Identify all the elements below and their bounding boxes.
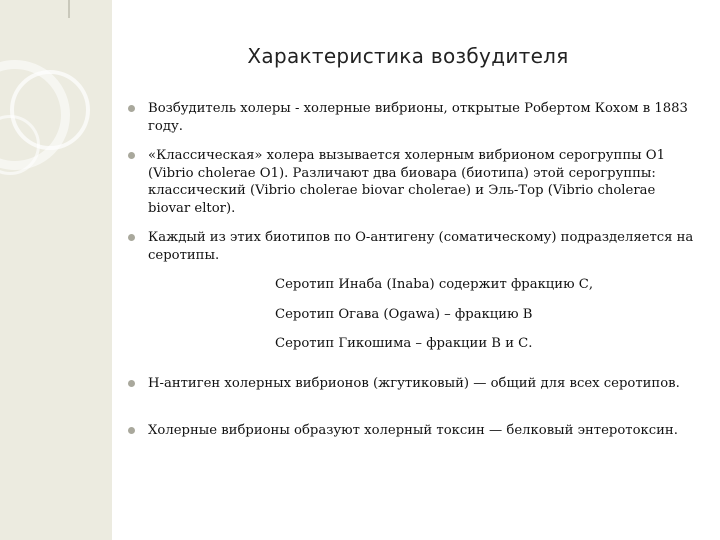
bullet-item: Холерные вибрионы образуют холерный токсин — белковый энтеротоксин.	[128, 422, 696, 440]
slide-content	[128, 100, 696, 440]
decorative-sidebar	[0, 0, 112, 540]
serotype-item: Серотип Гикошима – фракции В и С.	[275, 336, 533, 351]
bullet-item: H-антиген холерных вибрионов (жгутиковый) — общий для всех серотипов.	[128, 375, 696, 393]
bullet-item: Возбудитель холеры - холерные вибрионы, открытые Робертом Кохом в 1883 году.	[128, 100, 696, 135]
slide-title: Характеристика возбудителя	[247, 44, 569, 68]
bullet-item: Каждый из этих биотипов по О-антигену (соматическому) подразделяется на серотипы.	[128, 229, 696, 264]
serotype-list	[275, 276, 696, 353]
serotype-item: Серотип Огава (Ogawa) – фракцию В	[275, 306, 533, 322]
decorative-line	[68, 0, 70, 18]
bullet-item: «Классическая» холера вызывается холерным вибрионом серогруппы О1 (Vibrio cholerae O1). Различают два биовара (биотипа) этой серогруппы: классический (Vibrio cholerae biovar cholerae) и Эль-Тор (Vibrio cholerae biovar eltor).	[128, 147, 696, 217]
serotype-item: Серотип Инаба (Inaba) содержит фракцию С,	[275, 277, 594, 292]
